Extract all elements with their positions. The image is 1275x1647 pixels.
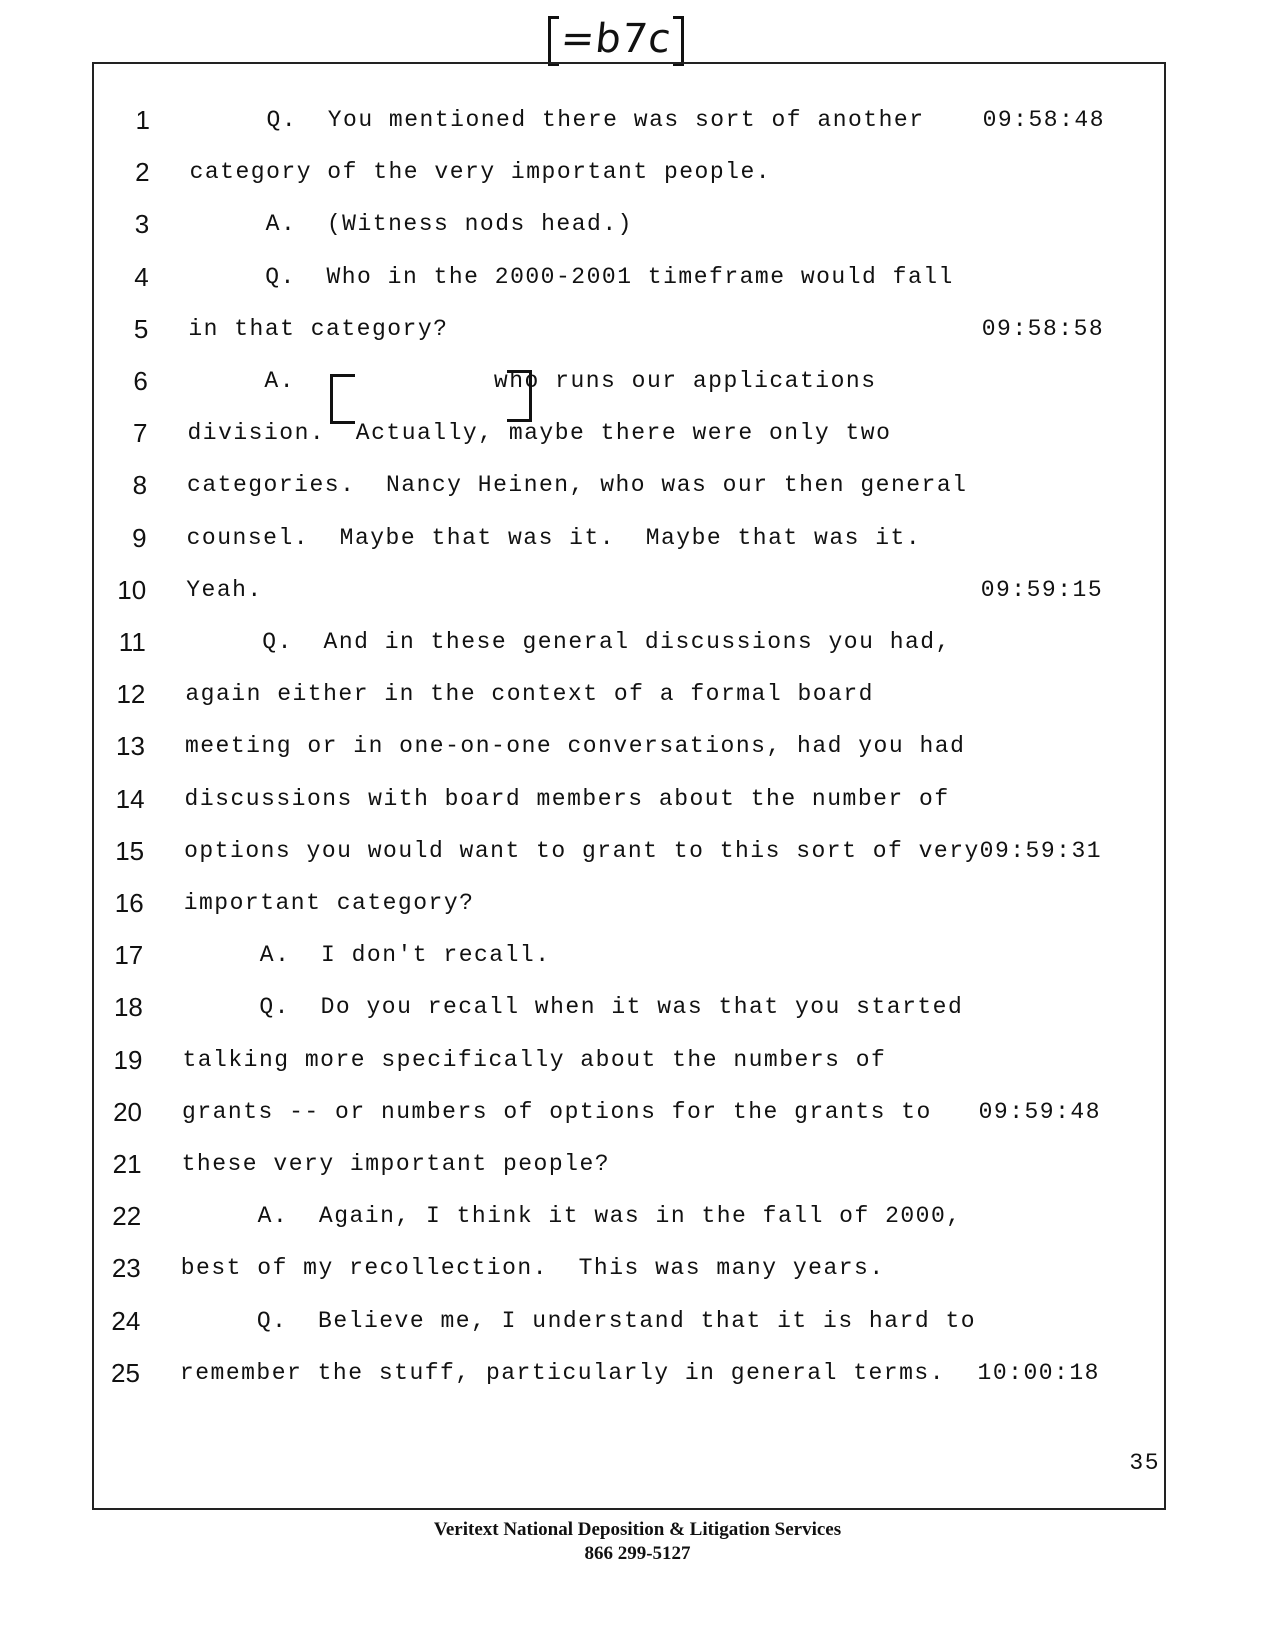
transcript-line (0, 309, 1275, 349)
redaction-bracket (330, 370, 532, 420)
line-text: best of my recollection. This was many years. (180, 1255, 885, 1282)
transcript-line (0, 1353, 1275, 1393)
redaction-right-bracket (507, 370, 532, 422)
line-number: 6 (133, 366, 148, 396)
line-text: remember the stuff, particularly in general terms. (179, 1359, 946, 1386)
line-timestamp: 10:00:18 (977, 1359, 1100, 1386)
line-number: 19 (113, 1044, 143, 1075)
line-text: in that category? (188, 315, 449, 342)
transcript-line (0, 1301, 1275, 1341)
stamp-left-bracket (548, 16, 559, 66)
line-number: 7 (133, 418, 148, 449)
line-timestamp: 09:58:58 (981, 315, 1105, 342)
transcript-line (0, 1196, 1275, 1236)
transcript-line (0, 100, 1275, 140)
transcript-line (0, 726, 1275, 766)
line-number: 20 (113, 1096, 143, 1127)
footer (0, 1518, 1275, 1566)
line-text: Q. You mentioned there was sort of another (190, 107, 925, 133)
line-text: again either in the context of a formal board (185, 681, 874, 708)
transcript-line (0, 570, 1275, 610)
line-number: 4 (134, 261, 149, 292)
transcript-line (0, 152, 1275, 192)
line-text: grants -- or numbers of options for the grants to (182, 1098, 932, 1125)
line-text: categories. Nancy Heinen, who was our then general (187, 472, 968, 499)
line-text: A. Again, I think it was in the fall of 2000, (181, 1203, 962, 1230)
line-number: 18 (113, 992, 143, 1023)
line-number: 21 (112, 1149, 142, 1179)
line-text: A. I don't recall. (183, 942, 551, 969)
line-number: 13 (116, 731, 145, 762)
transcript-line (0, 674, 1275, 714)
stamp-text: =b7c (558, 16, 674, 62)
transcript-line (0, 361, 1275, 401)
transcript-line (0, 413, 1275, 453)
line-number: 14 (115, 783, 145, 814)
line-text: Q. Believe me, I understand that it is hard to (180, 1307, 977, 1334)
line-text: division. Actually, maybe there were only two (187, 420, 892, 447)
redaction-left-bracket (330, 374, 355, 424)
footer-phone: 866 299-5127 (584, 1543, 691, 1564)
line-number: 24 (111, 1305, 141, 1336)
line-text: Q. And in these general discussions you had, (185, 629, 951, 655)
line-text: discussions with board members about the number of (184, 785, 950, 812)
transcript-line (0, 1144, 1275, 1184)
line-number: 25 (110, 1357, 140, 1388)
line-timestamp: 09:59:15 (980, 576, 1104, 603)
line-number: 3 (134, 209, 150, 240)
transcript-line (0, 1040, 1275, 1080)
transcript-line (0, 987, 1275, 1027)
page-number: 35 (1129, 1450, 1160, 1476)
line-text: Q. Who in the 2000-2001 timeframe would fall (188, 263, 954, 290)
line-number: 10 (117, 574, 147, 605)
transcript-line (0, 257, 1275, 297)
line-number: 8 (132, 470, 148, 501)
transcript-line (0, 204, 1275, 244)
transcript-line (0, 779, 1275, 819)
line-number: 1 (135, 105, 150, 135)
line-number: 2 (135, 157, 150, 188)
line-number: 23 (111, 1253, 141, 1284)
line-timestamp: 09:59:48 (978, 1098, 1102, 1125)
transcript-line (0, 1092, 1275, 1132)
stamp-right-bracket (673, 16, 684, 66)
transcript-line (0, 622, 1275, 662)
line-text: Q. Do you recall when it was that you started (182, 994, 964, 1021)
transcript-line (0, 831, 1275, 871)
line-number: 16 (114, 888, 144, 918)
line-timestamp: 09:59:31 (979, 837, 1103, 864)
line-text: important category? (183, 890, 475, 916)
line-text: A. (Witness nods head.) (189, 211, 633, 238)
line-number: 5 (133, 313, 149, 344)
line-text: A. who runs our applications (187, 368, 877, 394)
line-timestamp: 09:58:48 (982, 107, 1105, 133)
line-text: meeting or in one-on-one conversations, had you had (184, 733, 966, 760)
transcript-line (0, 465, 1275, 505)
line-number: 9 (132, 522, 147, 553)
line-text: talking more specifically about the numbers of (182, 1046, 887, 1073)
line-text: category of the very important people. (189, 159, 772, 186)
footer-company: Veritext National Deposition & Litigation Services (433, 1519, 842, 1540)
transcript-line (0, 1248, 1275, 1288)
transcript-line (0, 883, 1275, 923)
line-text: these very important people? (181, 1151, 611, 1177)
redaction-stamp (546, 12, 686, 66)
transcript-line (0, 935, 1275, 975)
line-number: 12 (116, 679, 146, 710)
line-number: 11 (118, 627, 146, 657)
line-text: counsel. Maybe that was it. Maybe that was it. (186, 524, 922, 551)
line-number: 22 (112, 1201, 142, 1232)
line-text: Yeah. (186, 576, 263, 603)
line-number: 17 (114, 940, 144, 971)
line-text: options you would want to grant to this sort of very (184, 837, 980, 864)
line-number: 15 (115, 835, 145, 866)
transcript-line (0, 518, 1275, 558)
